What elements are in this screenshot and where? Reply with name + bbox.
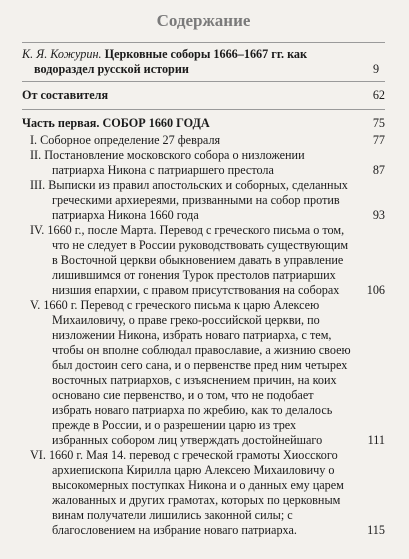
toc-page-number: 87 bbox=[372, 163, 385, 177]
toc-entry-text: VI. 1660 г. Мая 14. перевод с греческой грамоты Хиосского архиепископа Кирилла царю Алексею Михаиловичу о высокомерных поступках Никона и о данных ему царем жалованных и других грамотах, которых по церковным винам получатели лишились законной силы; с благословением на избрание новаго патриарха. bbox=[30, 448, 344, 537]
toc-entry-item-5 bbox=[22, 298, 385, 448]
toc-entry-text bbox=[22, 47, 385, 77]
toc-entry-text: V. 1660 г. Перевод с греческого письма к царю Алексею Михаиловичу, о праве греко-российской церкви, по низложении Никона, избрать новаго патриарха, с тем, чтобы он вполне соблюдал православие, а жизнию своею был достоин сего сана, и о первенстве пред ним четырех восточных патриархов, с изъяснением причин, на коих основано сие первенство, и о том, что не подобает избрать новаго патриарха по жребию, как то делалось прежде в России, и о разрешении царю из трех избранных собором лиц утверждать достойнейшаго bbox=[30, 298, 351, 447]
toc-entry-text: II. Постановление московского собора о низложении патриарха Никона с патриаршего престола bbox=[30, 148, 305, 177]
title-divider bbox=[22, 42, 385, 43]
toc-entry-intro: К. Я. Кожурин. Церковные соборы 1666–1667 гг. как водораздел русской истории 9 bbox=[22, 47, 385, 77]
toc-entry-part-one bbox=[22, 116, 385, 131]
toc-entry-item-2 bbox=[22, 148, 385, 178]
toc-page-number: 62 bbox=[372, 88, 385, 102]
toc-entry-author: К. Я. Кожурин. bbox=[22, 47, 102, 61]
toc-entry-text: I. Соборное определение 27 февраля bbox=[30, 133, 221, 147]
section-divider bbox=[22, 109, 385, 110]
toc-entry-text: IV. 1660 г., после Марта. Перевод с греческого письма о том, что не следует в России руководствовать существующим в Восточной церкви обыкновением давать в управление лишившимся от гонения Турок престолов патриарших низшия епархии, с правом присутствования на соборах bbox=[30, 223, 349, 297]
section-divider bbox=[22, 81, 385, 82]
toc-entry-item-6 bbox=[22, 448, 385, 538]
toc-entry-item-4 bbox=[22, 223, 385, 298]
toc-entry-text: Часть первая. СОБОР 1660 ГОДА bbox=[22, 116, 210, 130]
toc-entry-text: От составителя bbox=[22, 88, 109, 102]
toc-entry-title: Церковные соборы 1666–1667 гг. как водораздел русской истории bbox=[34, 47, 308, 76]
toc-page-number: 75 bbox=[372, 116, 385, 130]
toc-page-number: 77 bbox=[372, 133, 385, 147]
toc-entry-text: III. Выписки из правил апостольских и соборных, сделанных греческими архиереями, призванными на собор против патриарха Никона 1660 года bbox=[30, 178, 348, 222]
toc-entry-compiler bbox=[22, 88, 385, 103]
page-title: Содержание bbox=[156, 11, 251, 30]
toc-page-number: 111 bbox=[367, 433, 385, 447]
toc-entry-item-1 bbox=[22, 133, 385, 148]
toc-page-number: 115 bbox=[367, 523, 385, 537]
toc-page-number: 106 bbox=[366, 283, 385, 297]
toc-entry-item-3 bbox=[22, 178, 385, 223]
toc-page-number: 93 bbox=[372, 208, 385, 222]
